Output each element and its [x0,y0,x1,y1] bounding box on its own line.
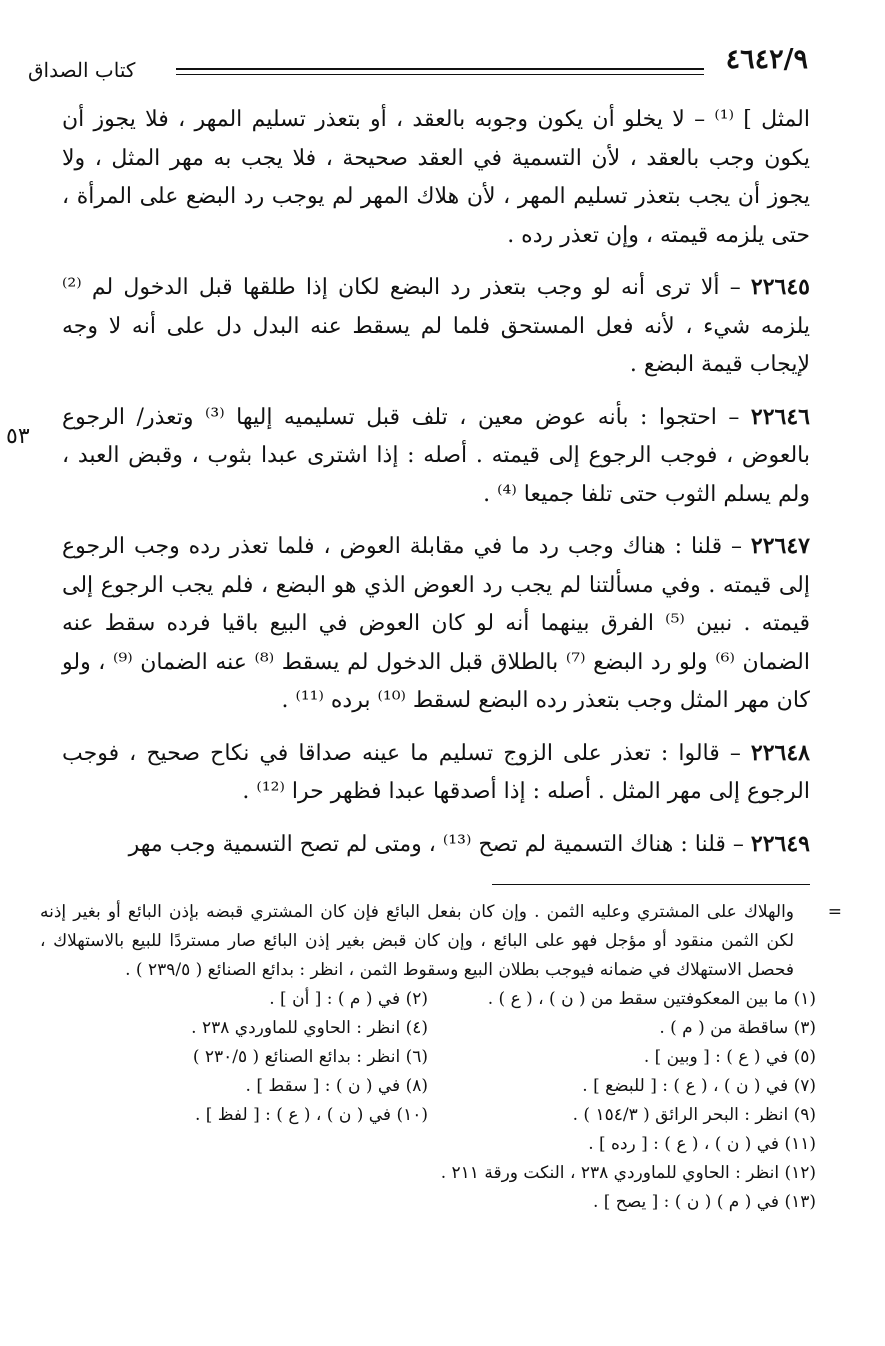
paragraph-number: ٢٢٦٤٥ [750,274,810,300]
footnote-row [40,1072,816,1101]
paragraph-text: – قالوا : تعذر على الزوج تسليم ما عينه صداقا في نكاح صحيح ، فوجب الرجوع إلى مهر المثل . أصله : إذا أصدقها عبدا فظهر حرا ⁽¹²⁾ . [62,740,810,804]
header-rule-thin [176,74,704,75]
footnote: (٧) في ( ن ) ، ( ع ) : [ للبضع ] . [582,1076,816,1096]
footnote-continuation-text: والهلاك على المشتري وعليه الثمن . وإن كان بفعل البائع فإن كان المشتري قبضه بإذن البائع أو بغير إذنه لكن الثمن منقود أو مؤجل فهو على البائع ، وإن كان قبض بغير إذن البائع صار مستردًا للبيع بالاستهلاك ، فحصل الاستهلاك في ضمانه فيوجب بطلان البيع وسقوط الثمن ، انظر : بدائع الصنائع ( ٢٣٩/٥ ) . [40,902,794,980]
footnote: (١) ما بين المعكوفتين سقط من ( ن ) ، ( ع ) . [487,989,816,1009]
paragraph-text: – قلنا : هناك التسمية لم تصح ⁽¹³⁾ ، ومتى لم تصح التسمية وجب مهر [128,831,751,857]
header-rule [176,68,704,70]
page-number: ٤٦٤٢/٩ [725,44,808,75]
paragraph [62,398,810,515]
footnote: (٨) في ( ن ) : [ سقط ] . [245,1076,428,1096]
footnote-row [40,985,816,1014]
paragraph-number: ٢٢٦٤٦ [750,403,810,430]
footnote-row [40,1101,816,1130]
footnote: (١١) في ( ن ) ، ( ع ) : [ رده ] . [588,1134,816,1154]
footnote-row [40,1014,816,1043]
paragraph [62,734,810,812]
paragraph [62,100,810,255]
footnote: (١٢) انظر : الحاوي للماوردي ٢٣٨ ، النكت ورقة ٢١١ . [440,1163,816,1183]
paragraph-number: ٢٢٦٤٨ [750,739,810,766]
margin-page-number: ٥٣ [6,424,30,449]
footnotes [40,898,842,1217]
paragraph-text: – ألا ترى أنه لو وجب بتعذر رد البضع لكان إذا طلقها قبل الدخول لم ⁽²⁾ يلزمه شيء ، لأنه فعل المستحق فلما لم يسقط عنه البدل دل على أنه لا وجه لإيجاب قيمة البضع . [62,275,810,377]
footnote: (٩) انظر : البحر الرائق ( ١٥٤/٣ ) . [572,1105,816,1125]
main-text [62,100,810,877]
footnote: (١٠) في ( ن ) ، ( ع ) : [ لفظ ] . [194,1105,428,1125]
footnote-separator [492,884,810,885]
footnote: (١٣) في ( م ) ( ن ) : [ يصح ] . [592,1192,816,1212]
continuation-mark: = [827,902,842,922]
page-header [28,44,808,88]
paragraph [62,527,810,721]
footnote: (٥) في ( ع ) : [ وبين ] . [643,1047,816,1067]
paragraph [62,268,810,385]
chapter-title: كتاب الصداق [28,58,136,82]
paragraph [62,825,810,865]
footnote: (٤) انظر : الحاوي للماوردي ٢٣٨ . [191,1018,428,1038]
paragraph-number: ٢٢٦٤٧ [750,533,810,559]
footnote: (٢) في ( م ) : [ أن ] . [269,989,428,1009]
footnote: (٣) ساقطة من ( م ) . [659,1018,816,1038]
paragraph-text: – احتجوا : بأنه عوض معين ، تلف قبل تسليميه إليها ⁽³⁾ وتعذر/ الرجوع بالعوض ، فوجب الرجوع إلى قيمته . أصله : إذا اشترى عبدا بثوب ، وقبض العبد ، ولم يسلم الثوب حتى تلفا جميعا ⁽⁴⁾ . [62,404,810,507]
footnote-row [40,1043,816,1072]
paragraph-text: المثل ] ⁽¹⁾ – لا يخلو أن يكون وجوبه بالعقد ، أو بتعذر تسليم المهر ، فلا يجوز أن يكون وجب بالعقد ، لأن التسمية في العقد صحيحة ، فلا يجب به مهر المثل ، ولا يجوز أن يجب بتعذر تسليم المهر ، لأن هلاك المهر لم يوجب رد البضع على المرأة ، حتى يلزمه قيمته ، وإن تعذر رده . [62,107,810,248]
footnote: (٦) انظر : بدائع الصنائع ( ٢٣٠/٥ ) [192,1047,428,1067]
footnote-continuation [40,898,842,985]
paragraph-number: ٢٢٦٤٩ [750,830,810,857]
paragraph-text: – قلنا : هناك وجب رد ما في مقابلة العوض ، فلما تعذر رده وجب الرجوع إلى قيمته . وفي مسألتنا لم يجب رد العوض الذي هو البضع ، فلم يجب الرجوع إلى قيمته . نبين ⁽⁵⁾ الفرق بينهما أنه لو كان العوض في البيع باقيا فرده سقط عنه الضمان ⁽⁶⁾ ولو رد البضع ⁽⁷⁾ بالطلاق قبل الدخول لم يسقط ⁽⁸⁾ عنه الضمان ⁽⁹⁾ ، ولو كان مهر المثل وجب بتعذر رده البضع لسقط ⁽¹⁰⁾ برده ⁽¹¹⁾ . [62,534,810,713]
